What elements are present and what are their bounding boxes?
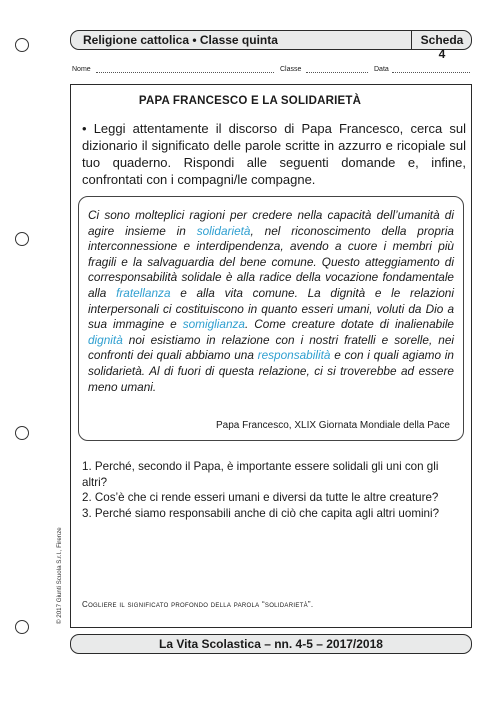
questions-list: [82, 459, 466, 521]
publication-info: La Vita Scolastica – nn. 4-5 – 2017/2018: [159, 637, 383, 651]
name-label: Nome: [72, 66, 91, 73]
binder-hole-4: [15, 620, 29, 634]
date-field[interactable]: [374, 66, 389, 73]
keyword-somiglianza: somiglianza: [182, 317, 245, 332]
quote-part: , nel riconoscimento della propria interconnessione e interdipendenza, avendo a cuore i membri più fragili e la salvaguardia del bene comune. Questo atteggiamento di corresponsabilità solidale è alla radice della vocazione fondamentale alla: [88, 223, 454, 300]
keyword-dignita: dignità: [88, 332, 123, 347]
quote-part: Ci sono molteplici ragioni per credere nella capacità dell’umanità di agire insieme in: [88, 208, 454, 238]
footer-bar: [70, 634, 472, 654]
student-fields: [72, 66, 472, 78]
learning-objective: Cogliere il significato profondo della parola “solidarietà”.: [82, 600, 314, 609]
class-field[interactable]: [280, 66, 301, 73]
quote-part: noi esistiamo in relazione con i nostri fratelli e sorelle, nei confronti dei quali abbiamo una: [88, 332, 454, 363]
subject-label: Religione cattolica • Classe quinta: [83, 33, 278, 47]
binder-hole-1: [15, 38, 29, 52]
keyword-fratellanza: fratellanza: [116, 285, 171, 300]
class-label: Classe: [280, 66, 302, 73]
instructions: • Leggi attentamente il discorso di Papa Francesco, cerca sul dizionario il significato delle parole scritte in azzurro e ricopiale sul tuo quaderno. Rispondi alle seguenti domande e, infine, confrontati con i compagni/le compagne.: [82, 121, 466, 187]
question-1: 1. Perché, secondo il Papa, è importante essere solidali gli uni con gli altri?: [82, 460, 439, 489]
name-field[interactable]: [72, 66, 91, 73]
class-line: [306, 72, 368, 73]
quote-part: e alla vita comune. La dignità e le relazioni interpersonali ci costituiscono in quanto esseri umani, voluti da Dio a sua immagine e: [88, 285, 454, 332]
header-bar: [70, 30, 472, 61]
question-2: 2. Cos’è che ci rende esseri umani e diversi da tutte le altre creature?: [82, 491, 439, 505]
quote-text: [88, 208, 454, 395]
sheet-number: Scheda 4: [420, 33, 464, 61]
quote-part: . Come creature dotate di inalienabile: [245, 317, 454, 332]
keyword-solidarieta: solidarietà: [196, 223, 251, 238]
date-line: [392, 72, 470, 73]
binder-hole-2: [15, 232, 29, 246]
name-line: [96, 72, 274, 73]
copyright-note: © 2017 Giunti Scuola S.r.l., Firenze: [56, 527, 63, 624]
question-3: 3. Perché siamo responsabili anche di ciò che capita agli altri uomini?: [82, 506, 440, 520]
keyword-responsabilita: responsabilità: [257, 348, 331, 363]
header-divider: [411, 31, 412, 49]
quote-part: e con i quali agiamo in solidarietà. Al di fuori di questa relazione, ci si troverebbe ad essere meno umani.: [88, 348, 454, 394]
date-label: Data: [374, 66, 389, 73]
worksheet-title: PAPA FRANCESCO E LA SOLIDARIETÀ: [138, 95, 362, 107]
binder-hole-3: [15, 426, 29, 440]
quote-source: Papa Francesco, XLIX Giornata Mondiale della Pace: [215, 420, 450, 431]
